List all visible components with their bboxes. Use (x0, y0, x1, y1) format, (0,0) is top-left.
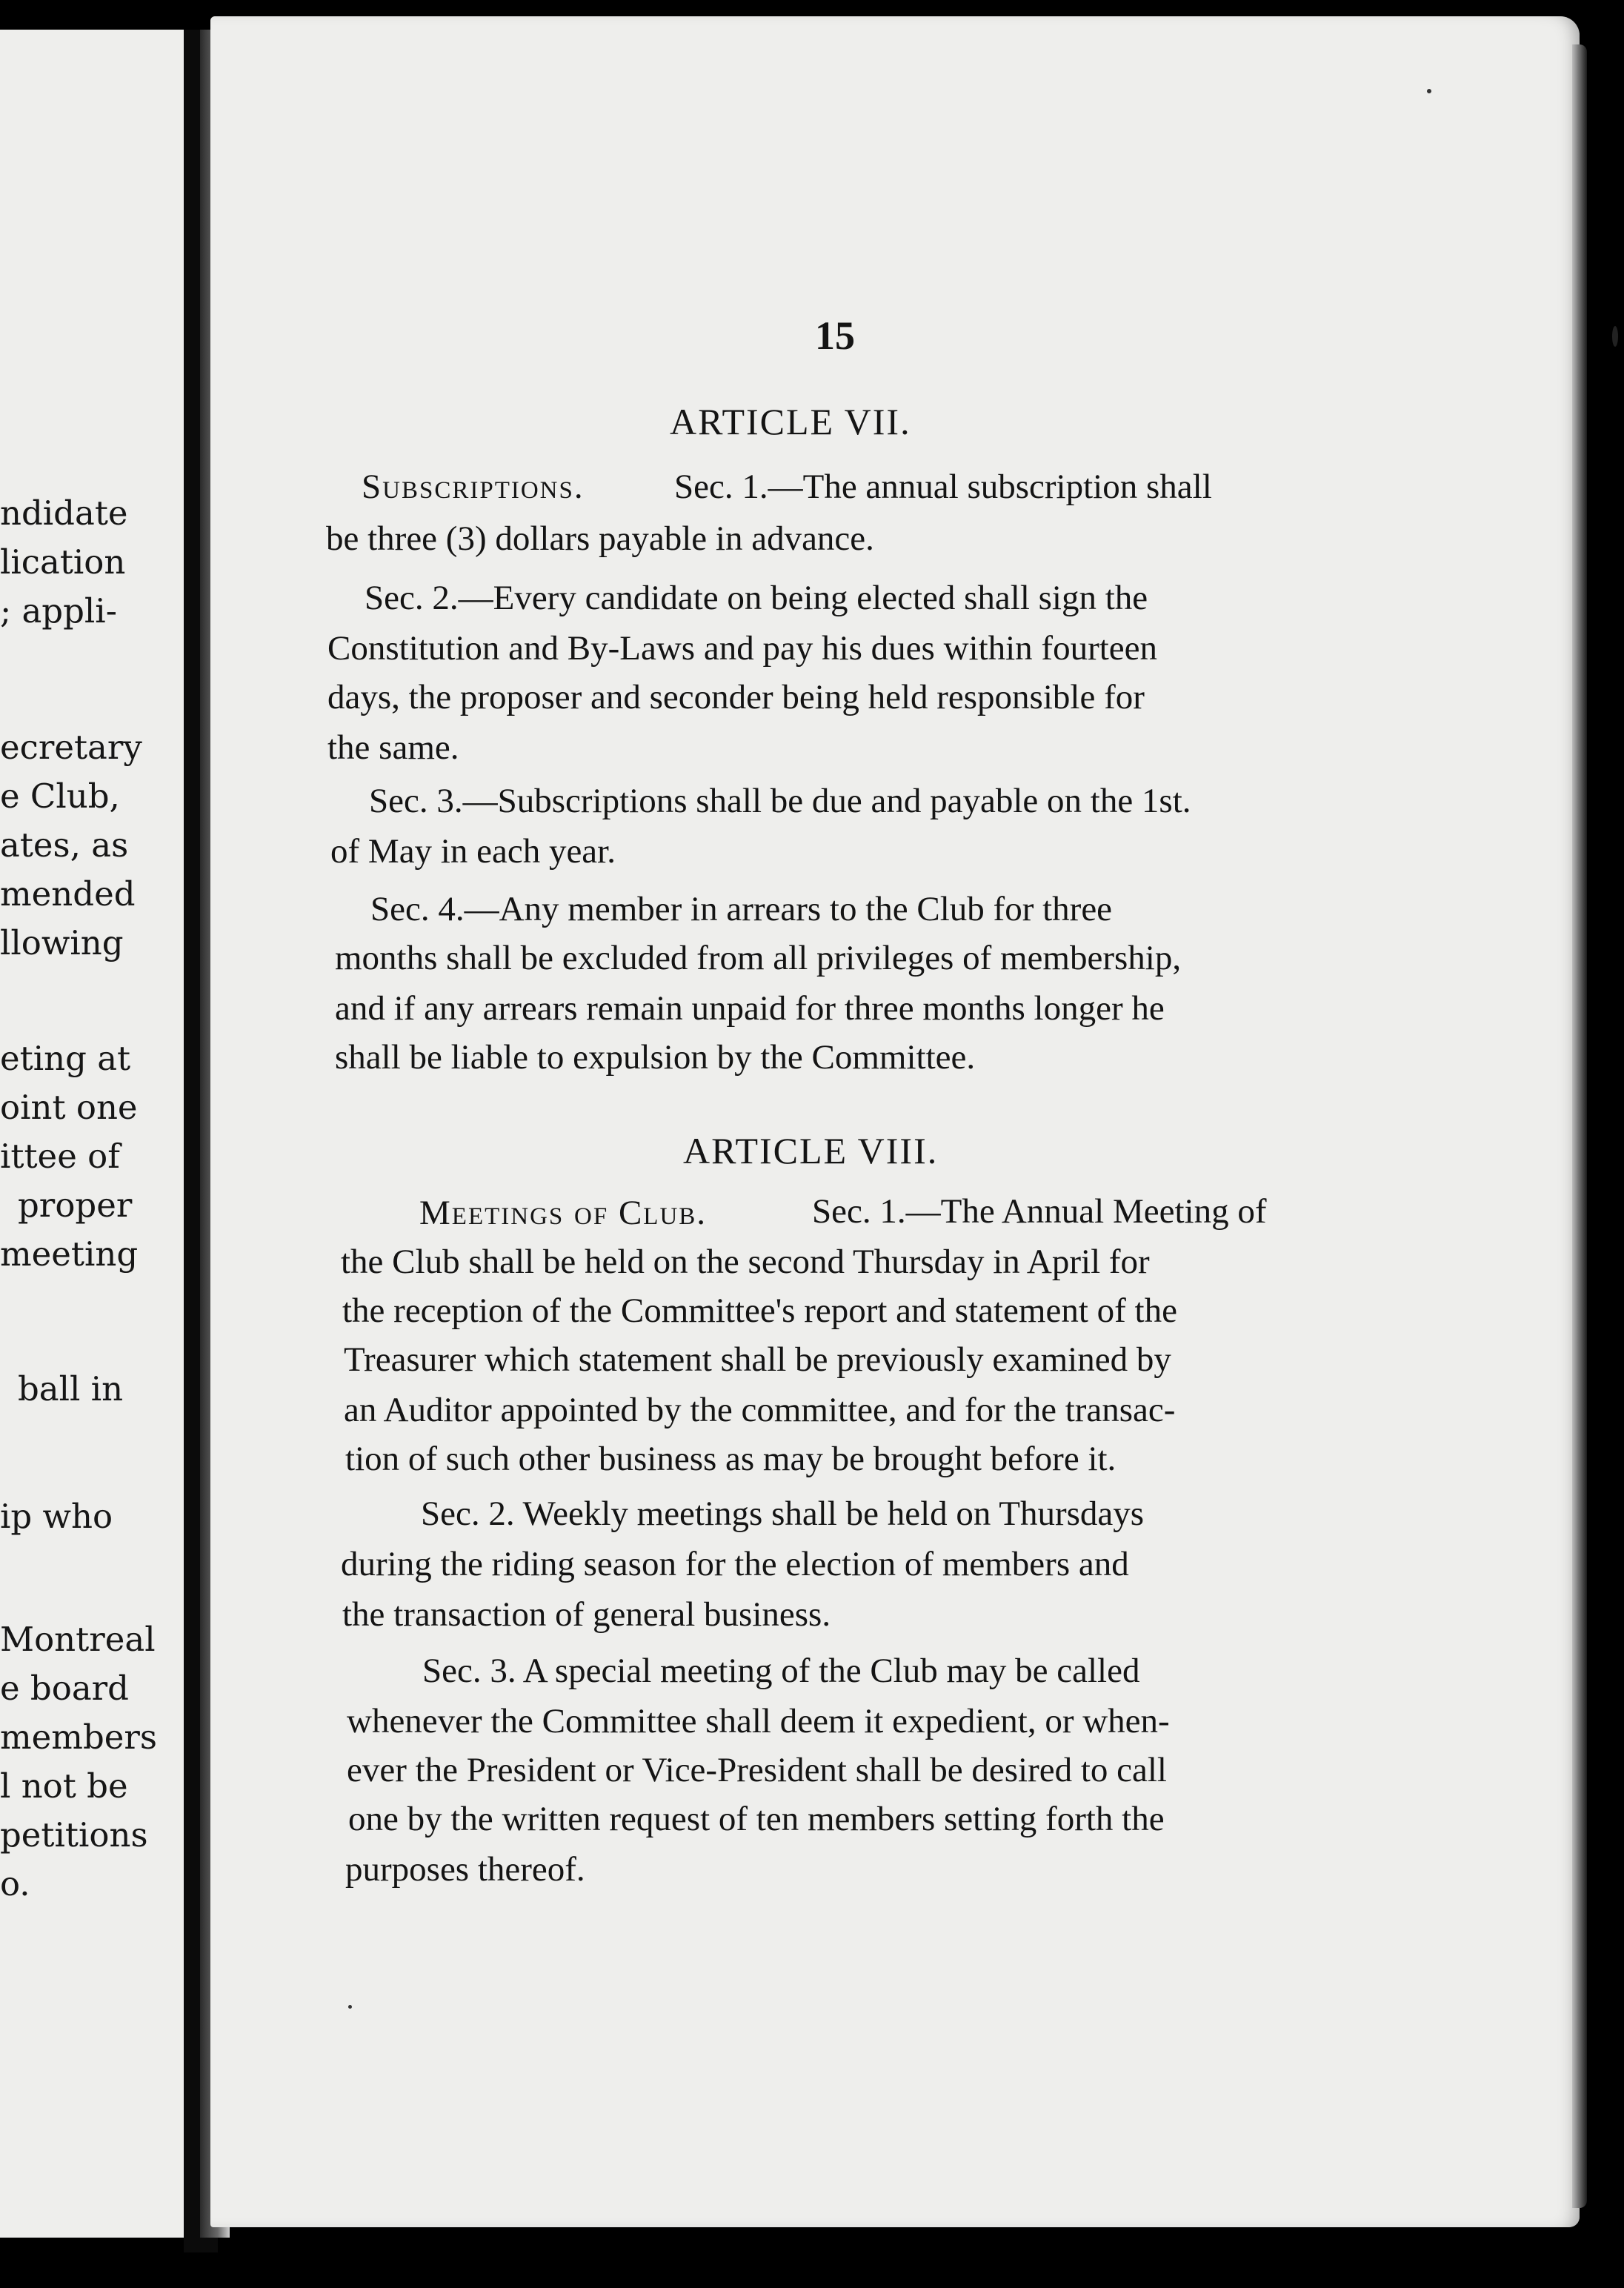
article-heading: ARTICLE VII. (670, 401, 911, 442)
text-line: shall be liable to expulsion by the Committee. (335, 1038, 976, 1077)
facing-page-line: ecretary (0, 728, 142, 767)
text-line: one by the written request of ten members setting forth the (348, 1800, 1165, 1838)
text-line: the transaction of general business. (342, 1595, 831, 1634)
scan-speck (348, 2005, 352, 2009)
facing-page-line: eting at (0, 1039, 131, 1078)
text-line: whenever the Committee shall deem it expedient, or when- (347, 1702, 1170, 1740)
facing-page-line: petitions (0, 1815, 148, 1855)
text-line: the reception of the Committee's report and statement of the (342, 1291, 1177, 1330)
text-line: Sec. 2. Weekly meetings shall be held on Thursdays (421, 1494, 1145, 1533)
facing-page-line: ndidate (0, 493, 128, 533)
facing-page-line: oint one (0, 1088, 138, 1127)
text-line: ever the President or Vice-President shall be desired to call (347, 1751, 1167, 1789)
facing-page-fragment (0, 30, 185, 2238)
text-line: of May in each year. (330, 832, 616, 871)
text-line: days, the proposer and seconder being held responsible for (327, 678, 1145, 716)
text-line: Sec. 2.—Every candidate on being elected shall sign the (365, 579, 1148, 617)
right-page (210, 16, 1580, 2227)
facing-page-line: Montreal (0, 1620, 156, 1659)
text-line: Sec. 1.—The annual subscription shall (674, 468, 1212, 506)
text-line: Sec. 1.—The Annual Meeting of (812, 1192, 1267, 1231)
section-lead (419, 1196, 707, 1231)
facing-page-line: llowing (0, 923, 124, 962)
facing-page-line: ball in (18, 1369, 124, 1409)
text-line: months shall be excluded from all privileges of membership, (335, 939, 1182, 977)
facing-page-line: ip who (0, 1497, 113, 1536)
text-line: the Club shall be held on the second Thursday in April for (341, 1243, 1150, 1281)
page-edge (1572, 44, 1587, 2208)
section-title: Subscriptions. (362, 468, 585, 506)
section-title: Meetings of Club. (419, 1194, 708, 1232)
scan-speck (1427, 89, 1431, 93)
text-line: Treasurer which statement shall be previously examined by (344, 1340, 1171, 1379)
facing-page-line: ; appli- (0, 591, 117, 631)
facing-page-line: meeting (0, 1234, 139, 1274)
facing-page-line: mended (0, 874, 136, 914)
text-line: purposes thereof. (345, 1850, 585, 1889)
text-line: Sec. 3. A special meeting of the Club may be called (422, 1652, 1140, 1690)
text-line: Sec. 4.—Any member in arrears to the Club for three (370, 890, 1113, 928)
text-line: and if any arrears remain unpaid for three months longer he (335, 989, 1165, 1028)
text-line: the same. (327, 728, 459, 767)
text-line: be three (3) dollars payable in advance. (326, 519, 874, 558)
facing-page-line: ates, as (0, 825, 129, 865)
text-line: an Auditor appointed by the committee, and for the transac- (344, 1391, 1176, 1429)
facing-page-line: proper (18, 1185, 133, 1225)
facing-page-line: o. (0, 1864, 30, 1903)
text-line: Constitution and By-Laws and pay his dues within fourteen (327, 629, 1158, 668)
facing-page-line: ittee of (0, 1137, 120, 1176)
facing-page-line: e board (0, 1669, 129, 1708)
facing-page-line: lication (0, 542, 126, 582)
article-heading: ARTICLE VIII. (683, 1130, 939, 1171)
section-lead (362, 470, 585, 505)
scan-speck (1612, 326, 1618, 347)
text-line: Sec. 3.—Subscriptions shall be due and payable on the 1st. (369, 782, 1191, 820)
page-number: 15 (815, 313, 855, 358)
facing-page-line: e Club, (0, 776, 120, 816)
facing-page-line: members (0, 1717, 158, 1757)
facing-page-line: l not be (0, 1766, 128, 1806)
text-line: tion of such other business as may be brought before it. (345, 1440, 1116, 1478)
text-line: during the riding season for the election of members and (341, 1545, 1129, 1583)
